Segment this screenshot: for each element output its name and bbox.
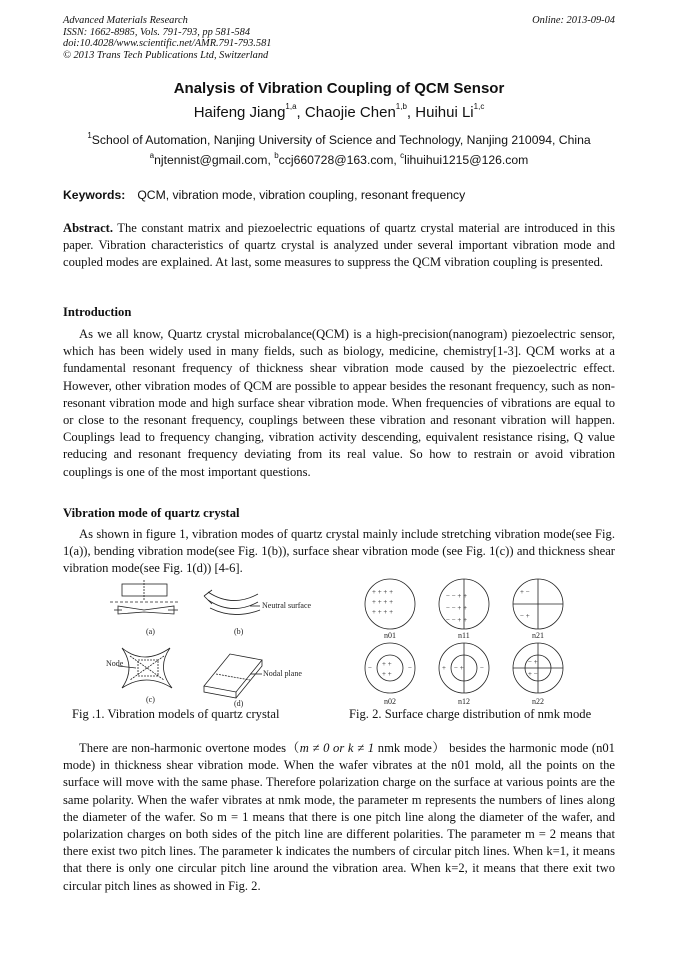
keywords-text: QCM, vibration mode, vibration coupling, resonant frequency [137,188,466,202]
vibration-text: As shown in figure 1, vibration modes of quartz crystal mainly include stretching vibration mode(see Fig. 1(a)), bending vibration mode(see Fig. 1(b)), surface shear vibration mode (see Fig. 1(c)) and thickness shear vibration mode(see Fig. 1(d)) [4-6]. [63,527,615,576]
svg-text:− +: − + [520,612,530,620]
email-sup: c [400,151,405,160]
svg-text:+ + + +: + + + + [372,608,394,616]
fig1-label-node: Node [106,659,124,668]
svg-text:− − + +: − − + + [446,616,468,624]
author-sup: 1,c [473,102,485,111]
fig2-label-n21: n21 [532,631,544,640]
svg-text:−: − [480,664,484,672]
n02-disc [365,643,415,693]
section-heading-introduction: Introduction [63,305,132,319]
fig1c-surface-shear-diagram [118,648,172,688]
fig2-label-n12: n12 [458,697,470,706]
email-sup: a [149,151,155,160]
fig1-label-d: (d) [234,699,244,708]
email: ccj660728@163.com [278,153,394,167]
doi-line: doi:10.4028/www.scientific.net/AMR.791-793.581 [63,38,272,49]
svg-text:− +: − + [528,658,538,666]
svg-text:+ + + +: + + + + [372,588,394,596]
n12-disc [439,643,489,693]
author-name: Haifeng Jiang [193,104,286,121]
figure-2 [354,576,574,710]
email: njtennist@gmail.com [154,153,268,167]
fig1b-bending-diagram [204,590,260,615]
issn-line: ISSN: 1662-8985, Vols. 791-793, pp 581-584 [63,26,251,38]
fig1-label-b: (b) [234,627,244,636]
affiliation [0,133,678,147]
svg-text:− +: − + [454,664,464,672]
affiliation-text: School of Automation, Nanjing University of Science and Technology, Nanjing 210094, China [91,133,591,147]
svg-text:+ −: + − [528,670,538,678]
abstract-label: Abstract. [63,221,114,235]
copyright-line: © 2013 Trans Tech Publications Ltd, Switzerland [63,49,269,61]
body-paragraph [63,740,615,895]
body-text-start: There are non-harmonic overtone modes（ [79,741,300,755]
body-math: m ≠ 0 or k ≠ 1 [299,741,375,755]
svg-text:+: + [442,664,446,672]
email-list: $^a$njtennist@gmail.com, $^b$ccj660728@163.com, $^c$lihuihui1215@126.com [149,151,529,167]
svg-text:− − + +: − − + + [446,592,468,600]
email: lihuihui1215@126.com [404,153,529,167]
keywords [63,188,465,202]
author-sup: 1,a [285,102,297,111]
introduction-text: As we all know, Quartz crystal microbalance(QCM) is a high-precision(nanogram) piezoelectric sensor, which has been widely used in many fields, such as biology, medicine, chemistry[1-3]. QCM works at a fundamental resonant frequency of thickness shear vibration mode caused by the piezoelectric effect. However, other vibration modes of QCM are possible to appear besides the resonant frequency, such as non-resonant vibration mode and high surface shear vibration mode. When frequencies of vibrations are equal to or close to the resonant frequency, couplings between these vibration and resonant vibration will happen. Couplings lead to frequency changing, vibration activity descending, equivalent resistance rising, Q value reducing and resonant frequency deviating from its real value. So how to restrain or avoid vibration couplings is one of the most important questions. [63,327,615,479]
svg-text:− − + +: − − + + [446,604,468,612]
figure-1 [100,576,312,708]
author-sup: 1,b [395,102,407,111]
fig1-label-neutral: Neutral surface [262,601,312,610]
fig2-label-n02: n02 [384,697,396,706]
fig2-label-n11: n11 [458,631,470,640]
svg-text:−: − [368,664,372,672]
fig1d-thickness-shear-diagram [204,654,262,698]
author-list: Haifeng Jiang$^{1,a}$, Chaojie Chen$^{1,b}$, Huihui Li$^{1,c}$ [193,102,485,121]
figure-2-caption: Fig. 2. Surface charge distribution of nmk mode [349,707,592,721]
affiliation-sup: 1 [87,131,92,140]
n01-disc [365,579,415,629]
svg-text:−: − [408,664,412,672]
section-heading-vibration: Vibration mode of quartz crystal [63,506,240,520]
n22-disc [513,643,563,693]
email-sup: b [274,151,279,160]
fig1a-stretching-diagram [110,580,180,614]
svg-text:+ +: + + [382,670,392,678]
n11-disc [439,579,489,629]
abstract [63,220,615,272]
online-date: Online: 2013-09-04 [532,15,615,26]
n21-disc [513,579,563,629]
svg-text:+ +: + + [382,660,392,668]
fig2-label-n22: n22 [532,697,544,706]
author-name: Huihui Li [415,104,474,121]
body-text-rest: nmk mode） besides the harmonic mode (n01 mode) in thickness shear vibration mode. When the wafer vibrates at the n01 mold, all the points on the surface will move with the same phase. Therefore polarization charge on the surface at various points are the same polarity. When the wafer vibrates at nmk mode, the parameter m represents the numbers of lines along the diameter of the wafer. So m = 1 means that there is one pitch line along the diameter of the wafer, and polarization charges on both sides of the pitch line are different polarities. The parameter m = 2 means that there exist two pitch lines. The parameter k indicates the numbers of circular pitch lines. When k=1, it means that there is only one circular pitch line around the vibration area. When k=2, it means that there exit two circular pitch lines as showed in Fig. 2. [63,741,615,893]
fig2-label-n01: n01 [384,631,396,640]
journal-header [63,15,615,61]
figure-1-caption: Fig .1. Vibration models of quartz crystal [72,707,280,721]
svg-text:+ −: + − [520,588,530,596]
journal-name: Advanced Materials Research [63,15,188,26]
fig1-label-a: (a) [146,627,155,636]
svg-text:+ + + +: + + + + [372,598,394,606]
paper-title: Analysis of Vibration Coupling of QCM Sensor [173,80,505,97]
author-name: Chaojie Chen [304,104,396,121]
abstract-text: The constant matrix and piezoelectric equations of quartz crystal material are introduced in this paper. Vibration characteristics of quartz crystal is analyzed under several important vibration mode and coupled modes are explained. At last, some measures to suppress the QCM vibration coupling is presented. [63,221,616,270]
keywords-label: Keywords: [63,188,126,202]
fig1-label-nodal: Nodal plane [263,669,302,678]
fig1-label-c: (c) [146,695,155,704]
